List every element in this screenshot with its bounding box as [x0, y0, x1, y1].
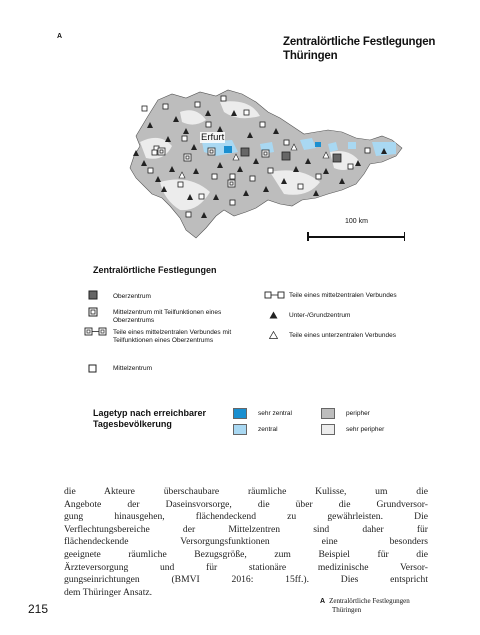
legend-item-unterzentral-verbund: Teile eines unterzentralen Verbundes — [289, 332, 396, 339]
legend-item-mittelzentrum: Mittelzentrum — [113, 365, 153, 372]
body-line: dem Thüringer Ansatz. — [64, 586, 153, 598]
page-number: 215 — [28, 602, 49, 616]
filled-triangle-symbol — [269, 311, 278, 319]
swatch-label-zentral: zentral — [258, 426, 278, 433]
figure-letter: A — [57, 33, 63, 40]
thuringia-map — [120, 82, 420, 242]
body-line: gung hinausgehen, flächendeckend zu gewährleisten. Die — [64, 511, 428, 523]
swatch-sehr-zentral — [233, 408, 247, 419]
body-line: Angebote der Daseinsvorsorge, die über die Grundversor- — [64, 498, 428, 510]
body-line: Ärzteversorgung und für stationäre medizinische Versor- — [64, 561, 428, 573]
state-outline — [130, 90, 402, 238]
mittelzentrum-symbol — [88, 364, 98, 374]
swatch-zentral — [233, 424, 247, 435]
double-square-symbol — [88, 307, 98, 317]
body-line: flächendeckende Versorgungsfunktionen eine besonders — [64, 536, 428, 548]
map-city-label: Erfurt — [201, 132, 225, 143]
outline-triangle-symbol — [269, 331, 278, 339]
swatch-peripher — [321, 408, 335, 419]
legend-item-verbund: Teile eines mittelzentralen Verbundes — [289, 292, 397, 299]
swatch-label-sehr-peripher: sehr peripher — [346, 426, 385, 433]
legend-item-oberzentrum: Oberzentrum — [113, 293, 151, 300]
body-line: geeignete räumliche Bezugsgröße, zum Beispiel für die — [64, 548, 428, 560]
body-line: die Akteure überschaubare räumliche Kulisse, um die — [64, 486, 428, 497]
swatch-label-sehr-zentral: sehr zentral — [258, 410, 292, 417]
lagetyp-title: Lagetyp nach erreichbarer Tagesbevölkerung — [93, 408, 207, 429]
caption-line1: Zentralörtliche Festlegungen — [329, 597, 410, 605]
caption-line2: Thüringen — [332, 606, 362, 614]
body-line: gungseinrichtungen (BMVI 2016: 15ff.). Dies entspricht — [64, 574, 428, 586]
map-title-line2: Thüringen — [283, 50, 338, 62]
body-paragraph — [64, 486, 428, 599]
body-line: Verflechtungsbereiche der Mittelzentren sind daher für — [64, 523, 428, 535]
figure-caption — [320, 597, 410, 615]
oberzentrum-symbol — [88, 290, 98, 300]
linked-squares-symbol — [264, 291, 286, 299]
legend-item-grundzentrum: Unter-/Grundzentrum — [289, 312, 351, 319]
scale-bar — [307, 218, 405, 242]
scale-label: 100 km — [345, 218, 368, 225]
swatch-sehr-peripher — [321, 424, 335, 435]
map-title — [283, 35, 473, 63]
linked-double-squares-symbol — [84, 327, 108, 336]
legend-item-mittelzentrum-teil-ober: Mittelzentrum mit Teilfunktionen eines Oberzentrums — [113, 309, 222, 324]
map-title-line1: Zentralörtliche Festlegungen — [283, 36, 436, 48]
swatch-label-peripher: peripher — [346, 410, 370, 417]
legend-title: Zentralörtliche Festlegungen — [93, 265, 217, 275]
caption-letter: A — [320, 598, 326, 605]
legend-item-verbund-teil-ober: Teile eines mittelzentralen Verbundes mit Teilfunktionen eines Oberzentrums — [113, 329, 232, 344]
